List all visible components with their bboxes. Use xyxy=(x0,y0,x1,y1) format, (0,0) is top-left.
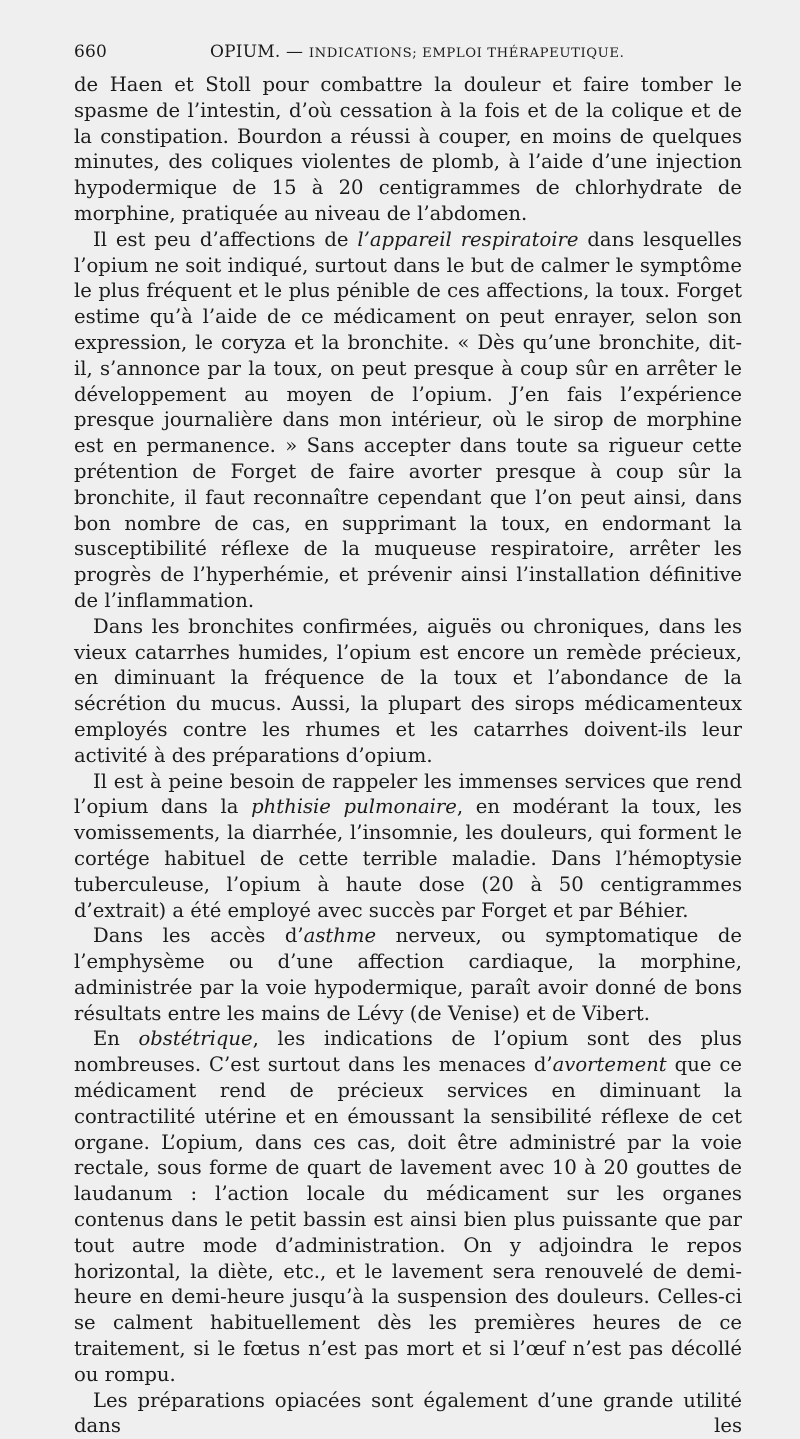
p6-italic-term-1: obstétrique xyxy=(138,1027,253,1051)
running-head xyxy=(74,38,742,72)
p4-italic-term: phthisie pulmonaire xyxy=(251,795,457,819)
paragraph-obstetrics xyxy=(74,1026,742,1387)
p4-text-before: Il est à peine besoin de rappeler les immenses services que rend l’opium dans la xyxy=(74,769,742,819)
paragraph-respiratory xyxy=(74,227,742,614)
p5-text-after: nerveux, ou symptomatique de l’emphysème ou d’une affection cardiaque, la morphine, administrée par la voie hypodermique, paraît avoir donné de bons résultats entre les mains de Lévy (de Venise) et de Vibert. xyxy=(74,924,742,1025)
p2-text-after: dans lesquelles l’opium ne soit indiqué, surtout dans le but de calmer le symptôme le plus fréquent et le plus pénible de ces affections, la toux. Forget estime qu’à l’aide de ce médicament on peut enrayer, selon son expression, le coryza et la bronchite. « Dès qu’une bronchite, dit-il, s’annonce par la toux, on peut presque à coup sûr en arrêter le développement au moyen de l’opium. J’en fais l’expérience presque journalière dans mon intérieur, où le sirop de morphine est en permanence. » Sans accepter dans toute sa rigueur cette prétention de Forget de faire avorter presque à coup sûr la bronchite, il faut reconnaître cependant que l’on peut ainsi, dans bon nombre de cas, en supprimant la toux, en endormant la susceptibilité réflexe de la muqueuse respiratoire, arrêter les progrès de l’hyperhémie, et prévenir ainsi l’installation définitive de l’inflammation. xyxy=(74,227,742,612)
p6-text-middle: , les indications de l’opium sont des plus nombreuses. C’est surtout dans les menaces d’ xyxy=(74,1027,742,1077)
running-title xyxy=(210,42,624,62)
paragraph-asthma xyxy=(74,923,742,1026)
paragraph-continuation: de Haen et Stoll pour combattre la douleur et faire tomber le spasme de l’intestin, d’où cessation à la fois et de la colique et de la constipation. Bourdon a réussi à couper, en moins de quelques minutes, des coliques violentes de plomb, à l’aide d’une injection hypodermique de 15 à 20 centigrammes de chlorhydrate de morphine, pratiquée au niveau de l’abdomen. xyxy=(74,73,742,225)
p6-italic-term-2: avortement xyxy=(552,1053,667,1077)
p5-text-before: Dans les accès d’ xyxy=(93,924,304,948)
paragraph-bronchitis: Dans les bronchites confirmées, aiguës ou chroniques, dans les vieux catarrhes humides, l’opium est encore un remède précieux, en diminuant la fréquence de la toux et l’abondance de la sécrétion du mucus. Aussi, la plupart des sirops médicamenteux employés contre les rhumes et les catarrhes doivent-ils leur activité à des préparations d’opium. xyxy=(74,614,742,767)
page-number: 660 xyxy=(74,42,108,62)
paragraph-opiate-preparations: Les préparations opiacées sont également d’une grande utilité dans les xyxy=(74,1388,742,1438)
running-title-sub: INDICATIONS; EMPLOI THÉRAPEUTIQUE. xyxy=(308,46,625,61)
paragraph-phthisis xyxy=(74,769,742,924)
p2-text-before: Il est peu d’affections de xyxy=(93,227,358,251)
p2-italic-term: l’appareil respiratoire xyxy=(357,227,579,251)
running-title-dash: — xyxy=(286,42,304,62)
p6-text-after: que ce médicament rend de précieux services en diminuant la contractilité utérine et en émoussant la sensibilité réflexe de cet organe. L’opium, dans ces cas, doit être administré par la voie rectale, sous forme de quart de lavement avec 10 à 20 gouttes de laudanum : l’action locale du médicament sur les organes contenus dans le petit bassin est ainsi bien plus puissante que par tout autre mode d’administration. On y adjoindra le repos horizontal, la diète, etc., et le lavement sera renouvelé de demi-heure en demi-heure jusqu’à la suspension des douleurs. Celles-ci se calment habituellement dès les premières heures de ce traitement, si le fœtus n’est pas mort et si l’œuf n’est pas décollé ou rompu. xyxy=(74,1053,742,1386)
p4-text-after: , en modérant la toux, les vomissements, la diarrhée, l’insomnie, les douleurs, qui forment le cortége habituel de cette terrible maladie. Dans l’hémoptysie tuberculeuse, l’opium à haute dose (20 à 50 centigrammes d’extrait) a été employé avec succès par Forget et par Béhier. xyxy=(74,795,742,922)
p6-text-before: En xyxy=(93,1027,139,1051)
p5-italic-term: asthme xyxy=(303,924,377,948)
body-text xyxy=(74,72,742,1439)
running-title-main: OPIUM. xyxy=(210,42,281,62)
